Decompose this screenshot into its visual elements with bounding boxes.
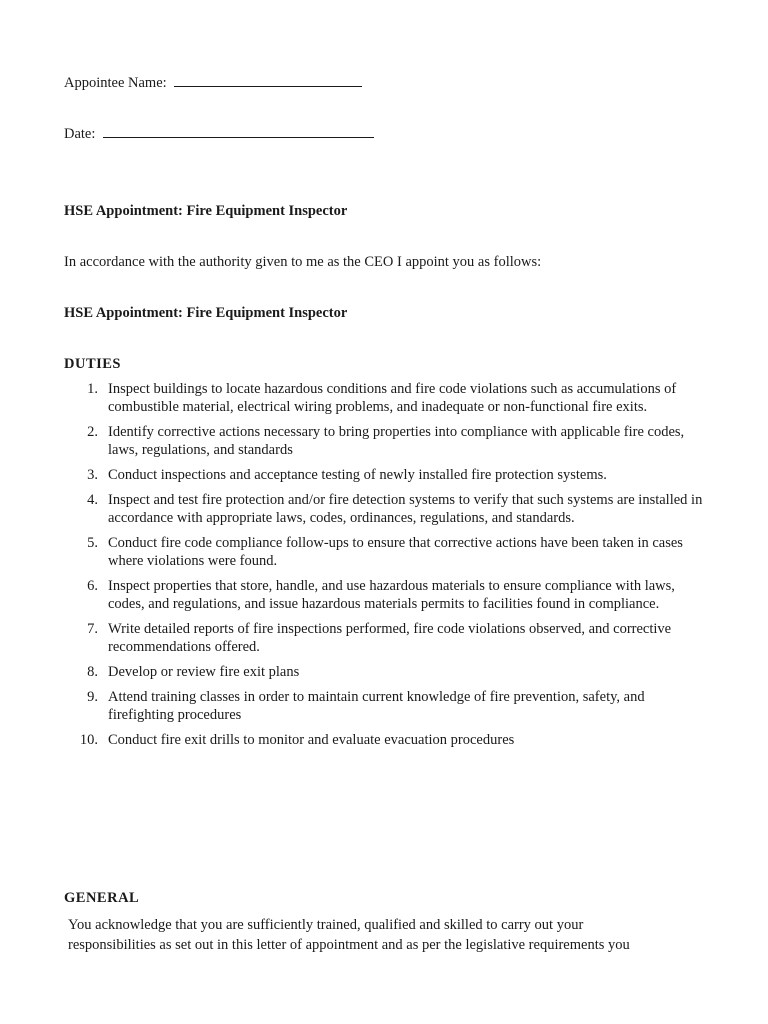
duty-item bbox=[64, 491, 714, 527]
duty-text: Identify corrective actions necessary to bring properties into compliance with applicable fire codes, laws, regulations, and standards bbox=[108, 424, 685, 458]
duty-text: Develop or review fire exit plans bbox=[108, 664, 300, 680]
duty-text: Conduct fire code compliance follow-ups to ensure that corrective actions have been taken in cases where violations were found. bbox=[108, 535, 683, 569]
duty-number: 5. bbox=[87, 535, 98, 551]
duty-item bbox=[64, 731, 714, 749]
duty-item bbox=[64, 534, 714, 570]
duty-text: Attend training classes in order to maintain current knowledge of fire prevention, safety, and firefighting procedures bbox=[108, 689, 645, 723]
duty-number: 6. bbox=[87, 578, 98, 594]
duty-text: Inspect buildings to locate hazardous conditions and fire code violations such as accumulations of combustible material, electrical wiring problems, and inadequate or non-functional fire exits. bbox=[108, 381, 677, 415]
duty-text: Conduct fire exit drills to monitor and evaluate evacuation procedures bbox=[108, 732, 515, 748]
duty-text: Inspect properties that store, handle, and use hazardous materials to ensure compliance with laws, codes, and regulations, and issue hazardous materials permits to facilities found in compliance. bbox=[108, 578, 675, 612]
date-row bbox=[64, 125, 374, 143]
duties-heading: DUTIES bbox=[64, 356, 121, 372]
duty-text: Inspect and test fire protection and/or fire detection systems to verify that such systems are installed in accordance with appropriate laws, codes, ordinances, regulations, and standards. bbox=[108, 492, 703, 526]
duty-number: 8. bbox=[87, 664, 98, 680]
duty-number: 3. bbox=[87, 467, 98, 483]
duty-text: Write detailed reports of fire inspections performed, fire code violations observed, and corrective recommendations offered. bbox=[108, 621, 672, 655]
duty-item bbox=[64, 620, 714, 656]
duty-item bbox=[64, 380, 714, 416]
duty-number: 9. bbox=[87, 689, 98, 705]
duty-number: 4. bbox=[87, 492, 98, 508]
document-title: HSE Appointment: Fire Equipment Inspector bbox=[64, 203, 348, 219]
duty-number: 2. bbox=[87, 424, 98, 440]
duty-item bbox=[64, 688, 714, 724]
date-blank[interactable] bbox=[103, 125, 374, 138]
general-heading: GENERAL bbox=[64, 890, 140, 906]
duty-item bbox=[64, 577, 714, 613]
general-paragraph: You acknowledge that you are sufficiently trained, qualified and skilled to carry out your responsibilities as set out in this letter of appointment and as per the legislative requirements you bbox=[68, 917, 630, 953]
duty-number: 10. bbox=[79, 732, 98, 748]
duty-item bbox=[64, 423, 714, 459]
appointee-name-blank[interactable] bbox=[174, 74, 362, 87]
duties-list bbox=[64, 380, 714, 756]
appointment-subtitle: HSE Appointment: Fire Equipment Inspector bbox=[64, 305, 348, 321]
intro-paragraph: In accordance with the authority given to me as the CEO I appoint you as follows: bbox=[64, 254, 542, 270]
date-label: Date: bbox=[64, 126, 96, 142]
duty-item bbox=[64, 466, 714, 484]
duty-number: 1. bbox=[87, 381, 98, 397]
duty-text: Conduct inspections and acceptance testing of newly installed fire protection systems. bbox=[108, 467, 607, 483]
duty-number: 7. bbox=[87, 621, 98, 637]
appointee-name-label: Appointee Name: bbox=[64, 75, 167, 91]
duty-item bbox=[64, 663, 714, 681]
appointee-name-row bbox=[64, 74, 362, 92]
